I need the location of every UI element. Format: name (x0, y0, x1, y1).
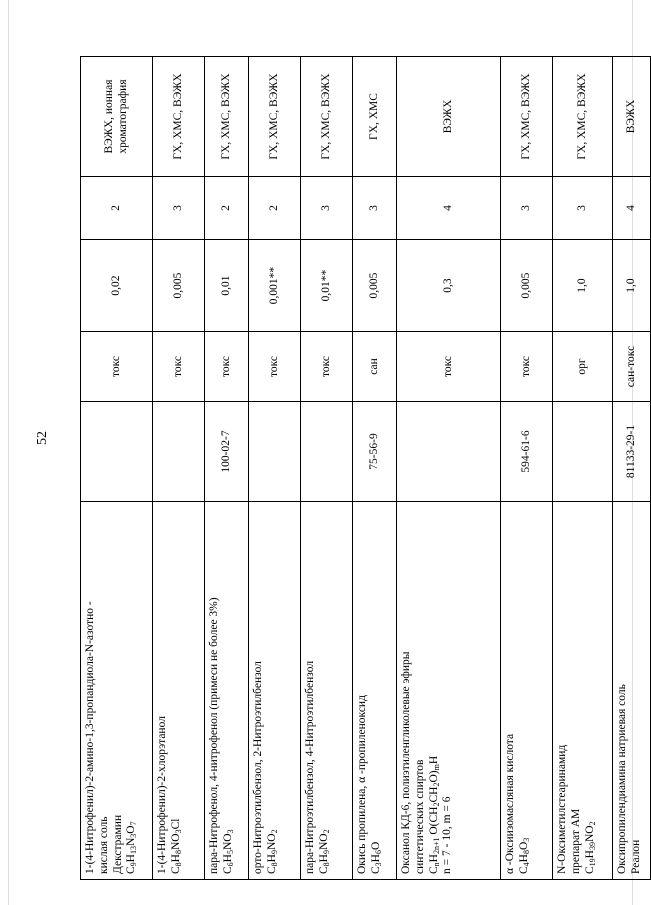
name-line: орто-Нитроэтилбензол, 2-Нитроэтилбензол (252, 661, 264, 874)
class-cell: 3 (301, 177, 353, 240)
value-cell: 0,005 (353, 240, 397, 332)
hazard-cell: токс (397, 332, 501, 402)
table-row (249, 57, 301, 880)
value-cell: 0,001** (249, 240, 301, 332)
formula: $C_8H_9NO_2$ (265, 829, 279, 874)
formula: $C_8H_8NO_3Cl$ (169, 818, 183, 874)
name-line: пара-Нитроэтилбензол, 4-Нитроэтилбензол (304, 660, 316, 874)
formula: $C_9H_{13}N_3O_7$ (125, 821, 139, 874)
substances-table (80, 56, 651, 880)
name-line: α -Оксиизомасляная кислота (504, 733, 516, 874)
substance-name-cell (153, 502, 205, 880)
method-cell: ГХ, ХМС, ВЭЖХ (301, 57, 353, 177)
hazard-cell: токс (205, 332, 249, 402)
method-cell: ГХ, ХМС, ВЭЖХ (249, 57, 301, 177)
cas-cell: 100-02-7 (205, 402, 249, 502)
name-line: 1-(4-Нитрофенил)-2-амино-1,3-пропандиола-N-азотно - (84, 601, 96, 874)
value-cell: 0,01 (205, 240, 249, 332)
hazard-cell: токс (249, 332, 301, 402)
table-row (205, 57, 249, 880)
hazard-cell: сан-токс (613, 332, 651, 402)
class-cell: 2 (249, 177, 301, 240)
table-row (153, 57, 205, 880)
rotated-table-wrapper (80, 57, 642, 880)
class-cell: 3 (501, 177, 553, 240)
value-cell: 1,0 (553, 240, 613, 332)
cas-cell: 594-61-6 (501, 402, 553, 502)
formula: $C_8H_9NO_2$ (317, 829, 331, 874)
cas-cell: 81133-29-1 (613, 402, 651, 502)
value-cell: 0,005 (153, 240, 205, 332)
method-cell: ВЭЖХ (397, 57, 501, 177)
cas-cell (81, 402, 153, 502)
table-row (501, 57, 553, 880)
class-cell: 4 (397, 177, 501, 240)
table-row (81, 57, 153, 880)
substance-name-cell (205, 502, 249, 880)
hazard-cell: сан (353, 332, 397, 402)
class-cell: 3 (353, 177, 397, 240)
name-line: Окись пропилена, α -пропиленоксид (356, 695, 368, 874)
name-line: кислая соль (97, 816, 110, 874)
table-row (613, 57, 651, 880)
formula: $C_6H_5NO_3$ (221, 829, 235, 874)
method-cell: ГХ, ХМС, ВЭЖХ (153, 57, 205, 177)
formula: $C_nH_{2n+1}$ $O(CH_2CH_2O)_mH$ (427, 755, 441, 874)
cas-cell (553, 402, 613, 502)
table-row (301, 57, 353, 880)
formula: $C_4H_8O_3$ (517, 837, 531, 874)
cas-cell (301, 402, 353, 502)
scan-edge-left (8, 0, 9, 905)
name-line: Декстрамин (111, 814, 124, 874)
substance-name-cell (553, 502, 613, 880)
cas-cell: 75-56-9 (353, 402, 397, 502)
name-line: N-Оксиметилстеаринамид (556, 744, 568, 874)
value-cell: 0,3 (397, 240, 501, 332)
class-cell: 4 (613, 177, 651, 240)
method-cell: ГХ, ХМС, ВЭЖХ (553, 57, 613, 177)
page-number: 52 (35, 431, 50, 445)
table-row (353, 57, 397, 880)
formula: $C_{19}H_{39}NO_2$ (583, 821, 597, 874)
name-line: Оксанол КД-6, полиэтиленгликолевые эфиры (400, 651, 412, 874)
substance-name-cell (501, 502, 553, 880)
cas-cell (153, 402, 205, 502)
name-line: Оксипропилендиамина натриевая соль (616, 684, 628, 874)
class-cell: 3 (153, 177, 205, 240)
method-cell: ГХ, ХМС, ВЭЖХ (205, 57, 249, 177)
cas-cell (397, 402, 501, 502)
name-line: Реалон (629, 839, 642, 874)
class-cell: 2 (81, 177, 153, 240)
value-cell: 0,02 (81, 240, 153, 332)
method-cell: ГХ, ХМС, ВЭЖХ (501, 57, 553, 177)
name-line: 1-(4-Нитрофенил)-2-хлорэтанол (156, 716, 168, 874)
class-cell: 2 (205, 177, 249, 240)
substance-name-cell (81, 502, 153, 880)
hazard-cell: токс (81, 332, 153, 402)
hazard-cell: токс (153, 332, 205, 402)
hazard-cell: токс (301, 332, 353, 402)
value-cell: 0,005 (501, 240, 553, 332)
substance-name-cell (353, 502, 397, 880)
substance-name-cell (613, 502, 651, 880)
name-line: пара-Нитрофенол, 4-нитрофенол (примеси не более 3%) (208, 597, 220, 874)
class-cell: 3 (553, 177, 613, 240)
hazard-cell: орг (553, 332, 613, 402)
name-line: синтетических спиртов (413, 759, 426, 874)
name-line: препарат АМ (569, 808, 582, 874)
method-cell: ГХ, ХМС (353, 57, 397, 177)
value-cell: 0,01** (301, 240, 353, 332)
table-row (553, 57, 613, 880)
formula: $C_3H_6O$ (369, 841, 383, 874)
substance-name-cell (249, 502, 301, 880)
name-line: n = 7 - 10, m = 6 (441, 796, 454, 874)
substance-name-cell (301, 502, 353, 880)
value-cell: 1,0 (613, 240, 651, 332)
method-cell: ВЭЖХ, ионная хроматография (81, 57, 153, 177)
method-cell: ВЭЖХ (613, 57, 651, 177)
hazard-cell: токс (501, 332, 553, 402)
substance-name-cell (397, 502, 501, 880)
cas-cell (249, 402, 301, 502)
table-row (397, 57, 501, 880)
